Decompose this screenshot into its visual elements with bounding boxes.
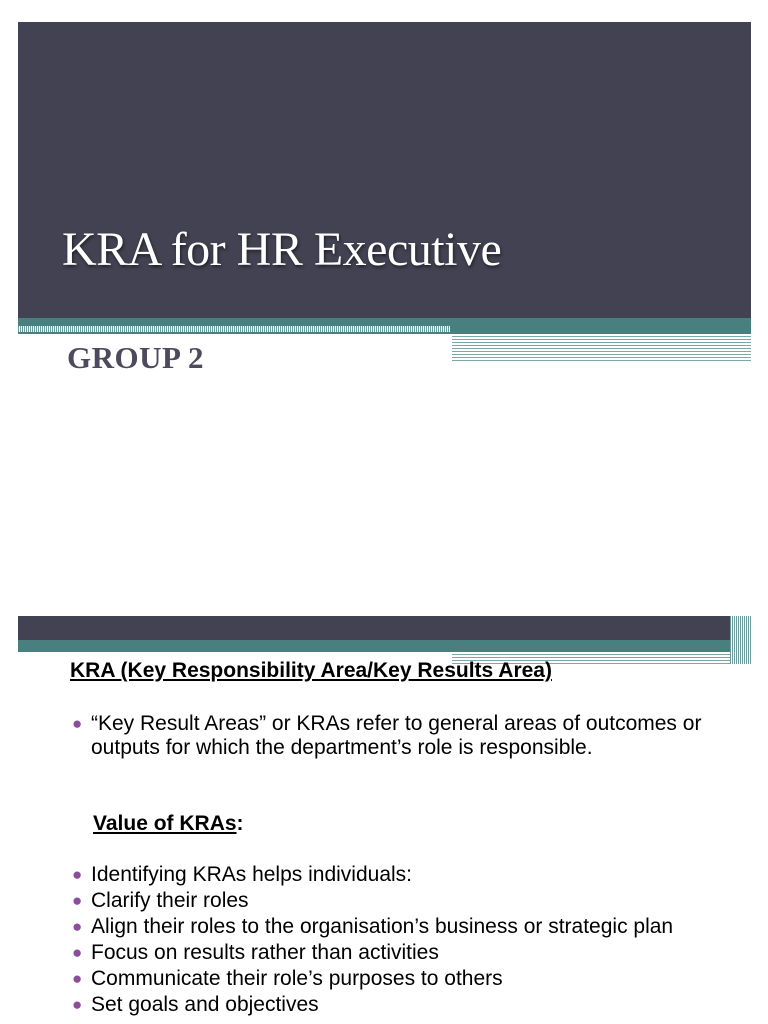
slide1-title: KRA for HR Executive <box>62 223 502 276</box>
list-item <box>72 863 732 887</box>
list-item <box>72 993 732 1017</box>
list-item-text: Communicate their role’s purposes to others <box>91 967 503 990</box>
list-item-text: Clarify their roles <box>91 889 249 912</box>
slide1-stripe-decoration <box>18 326 450 332</box>
list-item-text: Align their roles to the organisation’s business or strategic plan <box>91 915 674 938</box>
list-item <box>72 889 732 913</box>
bullet-dot-icon: ● <box>72 969 83 988</box>
bullet-dot-icon: ● <box>72 865 83 884</box>
list-item <box>72 941 732 965</box>
value-list <box>72 863 732 1019</box>
intro-list <box>72 712 732 762</box>
bullet-dot-icon: ● <box>72 995 83 1014</box>
bullet-dot-icon: ● <box>72 891 83 910</box>
slide2-header-band <box>18 616 730 640</box>
slide2-stripe-decoration-corner <box>730 616 751 664</box>
list-item <box>72 712 732 760</box>
bullet-dot-icon: ● <box>72 943 83 962</box>
list-item-text: Set goals and objectives <box>91 993 319 1016</box>
value-subheading <box>93 812 244 836</box>
value-subheading-text: Value of KRAs <box>93 812 237 835</box>
slide2-heading: KRA (Key Responsibility Area/Key Results Area) <box>70 659 552 682</box>
list-item <box>72 915 732 939</box>
bullet-dot-icon: ● <box>72 714 83 733</box>
slide1-subtitle: GROUP 2 <box>67 340 204 375</box>
bullet-dot-icon: ● <box>72 917 83 936</box>
slide2-accent-band <box>18 640 730 652</box>
list-item-text: Focus on results rather than activities <box>91 941 439 964</box>
value-subheading-colon: : <box>236 812 244 835</box>
intro-text: “Key Result Areas” or KRAs refer to general areas of outcomes or outputs for which the department’s role is responsible. <box>91 712 702 759</box>
list-item <box>72 967 732 991</box>
list-item-text: Identifying KRAs helps individuals: <box>91 863 413 886</box>
slide1-stripe-decoration-right <box>452 334 751 361</box>
